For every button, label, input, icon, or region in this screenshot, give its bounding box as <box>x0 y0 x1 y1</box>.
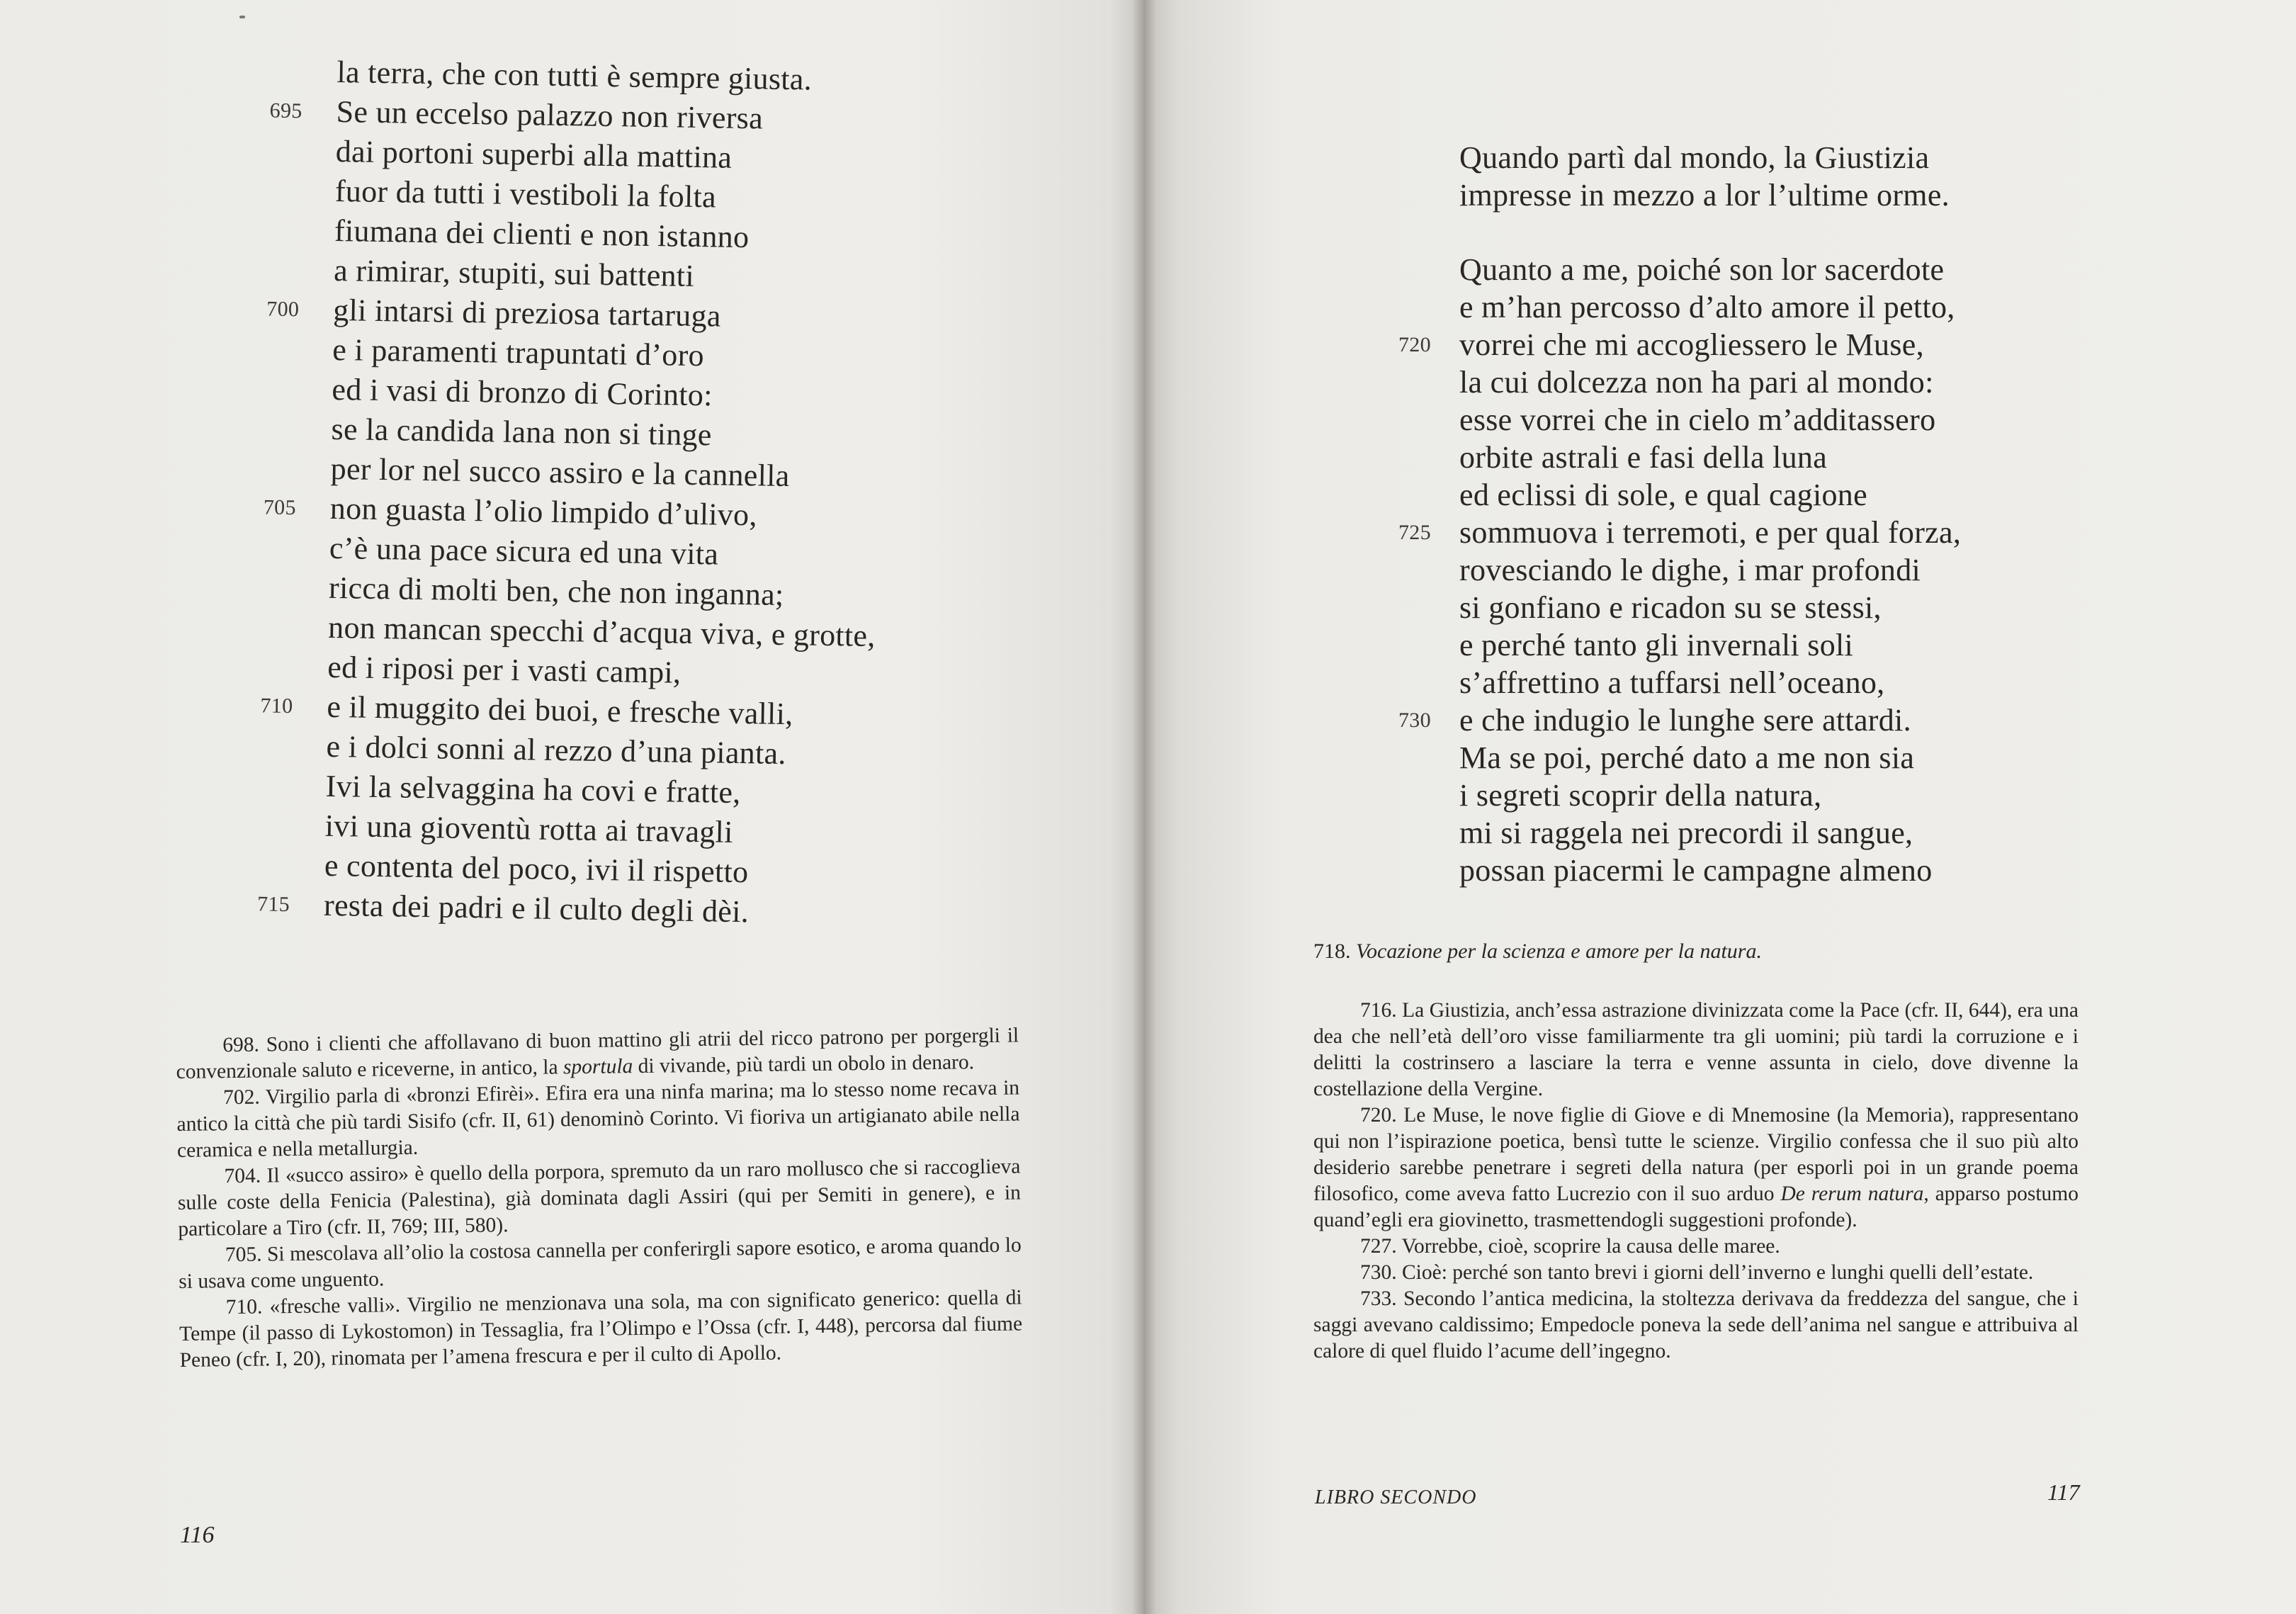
verse-line <box>1459 439 1961 476</box>
footnote: 733. Secondo l’antica medicina, la stoltezza derivava da freddezza del sangue, che i saggi avevano caldissimo; Empedocle poneva la sede dell’anima nel sangue e attribuiva al calore di quel fluido l’acume dell’ingegno. <box>1313 1287 2079 1362</box>
verse-text: sommuova i terremoti, e per qual forza, <box>1459 515 1962 550</box>
verse-text: Ivi la selvaggina ha covi e fratte, <box>325 768 741 811</box>
verse-text: dai portoni superbi alla mattina <box>335 133 733 175</box>
footnote: 727. Vorrebbe, cioè, scoprire la causa delle maree. <box>1360 1235 1780 1258</box>
verse-line <box>1459 176 1961 214</box>
verse-text: si gonfiano e ricadon su se stessi, <box>1459 590 1882 625</box>
verse-text: e i paramenti trapuntati d’oro <box>332 332 705 373</box>
verse-line <box>1459 814 1961 852</box>
line-number: 725 <box>1398 521 1431 544</box>
page-number-left: 116 <box>180 1522 215 1548</box>
verse-text: resta dei padri e il culto degli dèi. <box>323 887 750 930</box>
verse-text: orbite astrali e fasi della luna <box>1459 440 1828 475</box>
footnote: 705. Si mescolava all’olio la costosa cannella per conferirgli sapore esotico, e aroma quando lo si usava come unguento. <box>179 1234 1022 1293</box>
verse-text: e che indugio le lunghe sere attardi. <box>1459 703 1911 738</box>
verse-text: e m’han percosso d’alto amore il petto, <box>1459 290 1955 325</box>
verse-line <box>1459 626 1961 664</box>
verse-text: ed i vasi di bronzo di Corinto: <box>332 371 713 413</box>
verse-text: non guasta l’olio limpido d’ulivo, <box>329 490 758 533</box>
verse-text: ed eclissi di sole, e qual cagione <box>1459 478 1867 512</box>
verse-text: Quando partì dal mondo, la Giustizia <box>1459 140 1930 175</box>
line-number: 700 <box>266 297 300 322</box>
verse-text: ed i riposi per i vasti campi, <box>327 649 682 690</box>
verse-line <box>1459 251 1961 288</box>
verse-text: e i dolci sonni al rezzo d’una pianta. <box>326 728 787 772</box>
verse-line <box>1459 288 1961 326</box>
verse-text: Quanto a me, poiché son lor sacerdote <box>1459 252 1945 287</box>
verse-text: s’affrettino a tuffarsi nell’oceano, <box>1459 665 1885 700</box>
section-note: 718. Vocazione per la scienza e amore per la natura. <box>1313 939 1762 963</box>
running-head: LIBRO SECONDO <box>1315 1486 1477 1508</box>
verse-text: la cui dolcezza non ha pari al mondo: <box>1459 365 1934 400</box>
verse-text: impresse in mezzo a lor l’ultime orme. <box>1459 178 1950 213</box>
verse-line <box>1459 363 1961 401</box>
verse-text: non mancan specchi d’acqua viva, e grotte, <box>327 609 876 654</box>
verse-text: possan piacermi le campagne almeno <box>1459 853 1933 888</box>
verse-text: ivi una gioventù rotta ai travagli <box>324 808 734 850</box>
left-poem <box>256 52 885 934</box>
verse-line <box>1459 401 1961 439</box>
verse-text: c’è una pace sicura ed una vita <box>329 530 719 572</box>
left-footnotes <box>176 1022 1023 1374</box>
verse-text: e perché tanto gli invernali soli <box>1459 628 1854 662</box>
footnote: 710. «fresche valli». Virgilio ne menzionava una sola, ma con significato generico: quella di Tempe (il passo di Lykostomon) in Tessaglia, fra l’Olimpo e l’Ossa (cfr. I, 448), percorsa dal fiume Peneo (cfr. I, 20), rinomata per l’amena frescura e per il culto di Apollo. <box>179 1286 1023 1372</box>
page-number-right: 117 <box>2047 1479 2080 1505</box>
line-number: 715 <box>256 892 290 917</box>
verse-line <box>1398 326 1961 363</box>
verse-text: e contenta del poco, ivi il rispetto <box>324 847 749 890</box>
line-number: 720 <box>1398 333 1431 356</box>
verse-text: e il muggito dei buoi, e fresche valli, <box>327 689 793 732</box>
verse-text: esse vorrei che in cielo m’additassero <box>1459 402 1936 437</box>
line-number: 710 <box>260 694 293 718</box>
right-poem <box>1398 139 1962 889</box>
verse-text: la terra, che con tutti è sempre giusta. <box>337 54 813 97</box>
verse-line <box>1459 664 1961 701</box>
verse-text: i segreti scoprir della natura, <box>1459 778 1822 813</box>
verse-line <box>1459 739 1961 777</box>
verse-line <box>1459 852 1961 889</box>
verse-text: fiumana dei clienti e non istanno <box>334 213 750 255</box>
verse-text: vorrei che mi accogliessero le Muse, <box>1459 327 1924 362</box>
verse-line <box>1459 551 1961 589</box>
verse-text: fuor da tutti i vestiboli la folta <box>334 173 717 215</box>
verse-line <box>1398 514 1962 551</box>
verse-text: gli intarsi di preziosa tartaruga <box>332 292 722 334</box>
line-number: 695 <box>269 98 302 123</box>
verse-text: per lor nel succo assiro e la cannella <box>330 451 790 494</box>
verse-text: Ma se poi, perché dato a me non sia <box>1459 740 1915 775</box>
verse-text: rovesciando le dighe, i mar profondi <box>1459 553 1921 587</box>
paper-speck <box>239 16 245 18</box>
verse-line <box>1459 589 1961 626</box>
verse-text: se la candida lana non si tinge <box>331 411 713 453</box>
verse-text: ricca di molti ben, che non inganna; <box>328 570 784 612</box>
footnote: 702. Virgilio parla di «bronzi Efirèi». Efira era una ninfa marina; ma lo stesso nome recava in antico la città che più tardi Sisifo (cfr. II, 61) denominò Corinto. Vi fioriva un artigianato abile nella ceramica e nella metallurgia. <box>176 1076 1020 1162</box>
footnote: 716. La Giustizia, anch’essa astrazione divinizzata come la Pace (cfr. II, 644), era una dea che nell’età dell’oro visse familiarmente tra gli uomini; più tardi la corruzione e i delitti la costrinsero a lasciare la terra e venne assunta in cielo, dove divenne la costellazione della Vergine. <box>1313 999 2079 1100</box>
verse-line <box>1459 777 1961 814</box>
footnote: 698. Sono i clienti che affollavano di buon mattino gli atrii del ricco patrono per porgergli il convenzionale saluto e riceverne, in antico, la sportula di vivande, più tardi un obolo in denaro. <box>176 1024 1019 1083</box>
verse-text: mi si raggela nei precordi il sangue, <box>1459 816 1913 850</box>
book-gutter <box>1132 0 1156 1614</box>
line-number: 730 <box>1398 709 1431 732</box>
verse-text: Se un eccelso palazzo non riversa <box>336 94 764 136</box>
footnote: 704. Il «succo assiro» è quello della porpora, spremuto da un raro mollusco che si raccoglieva sulle coste della Fenicia (Palestina), già dominata dagli Assiri (qui per Semiti in genere), e in particolare a Tiro (cfr. II, 769; III, 580). <box>177 1155 1022 1241</box>
stanza-break <box>1459 214 1961 251</box>
footnote: 730. Cioè: perché son tanto brevi i giorni dell’inverno e lunghi quelli dell’estate. <box>1360 1261 2034 1284</box>
line-number: 705 <box>263 495 297 520</box>
verse-line <box>1459 139 1961 176</box>
verse-line <box>1459 476 1961 514</box>
right-footnotes <box>1313 998 2079 1365</box>
verse-line <box>1398 701 1961 739</box>
verse-text: a rimirar, stupiti, sui battenti <box>333 252 695 293</box>
footnote: 720. Le Muse, le nove figlie di Giove e di Mnemosine (la Memoria), rappresentano qui non l’ispirazione poetica, bensì tutte le scienze. Virgilio confessa che il suo più alto desiderio sarebbe penetrare i segreti della natura (per esporli poi in un grande poema filosofico, come aveva fatto Lucrezio con il suo arduo De rerum natura, apparso postumo quand’egli era giovinetto, trasmettendogli suggestioni profonde). <box>1313 1104 2079 1231</box>
